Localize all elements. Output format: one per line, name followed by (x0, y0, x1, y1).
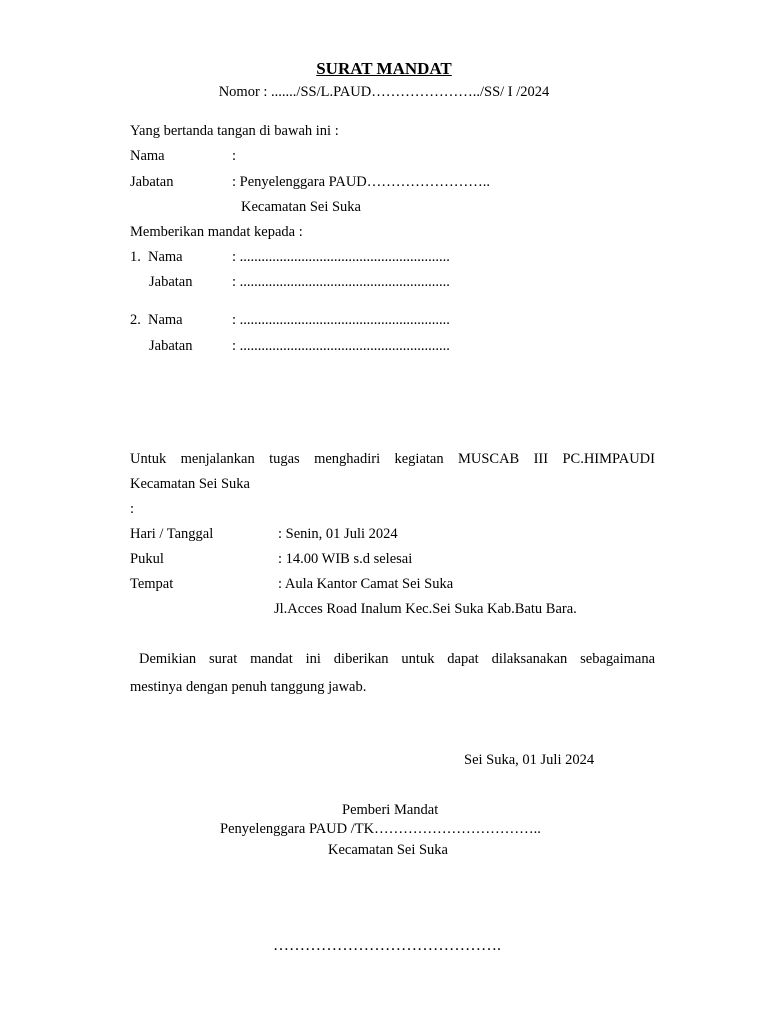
hari-value: : Senin, 01 Juli 2024 (278, 526, 398, 542)
hari-label: Hari / Tanggal (130, 526, 214, 542)
purpose-line-2: Kecamatan Sei Suka (130, 476, 250, 492)
mandate-intro: Memberikan mandat kepada : (130, 224, 303, 240)
letter-number: Nomor : ......./SS/L.PAUD…………………../SS/ I /2024 (218, 84, 550, 100)
recipient-2-number: 2. (130, 312, 141, 328)
signer-jabatan-value: : Penyelenggara PAUD…………………….. (232, 174, 491, 190)
signer-nama-label: Nama (130, 148, 165, 164)
recipient-1-number: 1. (130, 249, 141, 265)
pukul-value: : 14.00 WIB s.d selesai (278, 551, 413, 567)
recipient-2-jabatan-value: : .......................................................... (232, 338, 450, 354)
recipient-1-nama-value: : .......................................................... (232, 249, 450, 265)
letter-title: SURAT MANDAT (316, 59, 452, 78)
closing-line-2: mestinya dengan penuh tanggung jawab. (130, 679, 367, 695)
signature-place-date: Sei Suka, 01 Juli 2024 (464, 752, 595, 768)
signer-nama-value: : (232, 148, 237, 164)
tempat-label: Tempat (130, 576, 174, 592)
signer-jabatan-district: Kecamatan Sei Suka (241, 199, 361, 215)
tempat-address: Jl.Acces Road Inalum Kec.Sei Suka Kab.Batu Bara. (274, 601, 577, 617)
signature-name-line: ……………………………………. (273, 937, 501, 954)
closing-line-1: Demikian surat mandat ini diberikan untuk dapat dilaksanakan sebagaimana (139, 651, 655, 667)
signer-jabatan-label: Jabatan (130, 174, 174, 190)
recipient-1-nama-label: Nama (148, 249, 183, 265)
purpose-colon: : (130, 501, 135, 517)
recipient-1-jabatan-label: Jabatan (149, 274, 193, 290)
recipient-2-jabatan-label: Jabatan (149, 338, 193, 354)
purpose-line-1: Untuk menjalankan tugas menghadiri kegiatan MUSCAB III PC.HIMPAUDI (130, 451, 655, 467)
recipient-2-nama-value: : .......................................................... (232, 312, 450, 328)
pukul-label: Pukul (130, 551, 164, 567)
recipient-2-nama-label: Nama (148, 312, 183, 328)
recipient-1-jabatan-value: : .......................................................... (232, 274, 450, 290)
signature-org: Penyelenggara PAUD /TK…………………………….. (220, 821, 541, 837)
tempat-value: : Aula Kantor Camat Sei Suka (278, 576, 454, 592)
signature-role: Pemberi Mandat (342, 802, 439, 818)
signer-intro: Yang bertanda tangan di bawah ini : (130, 123, 339, 139)
signature-district: Kecamatan Sei Suka (328, 842, 448, 858)
